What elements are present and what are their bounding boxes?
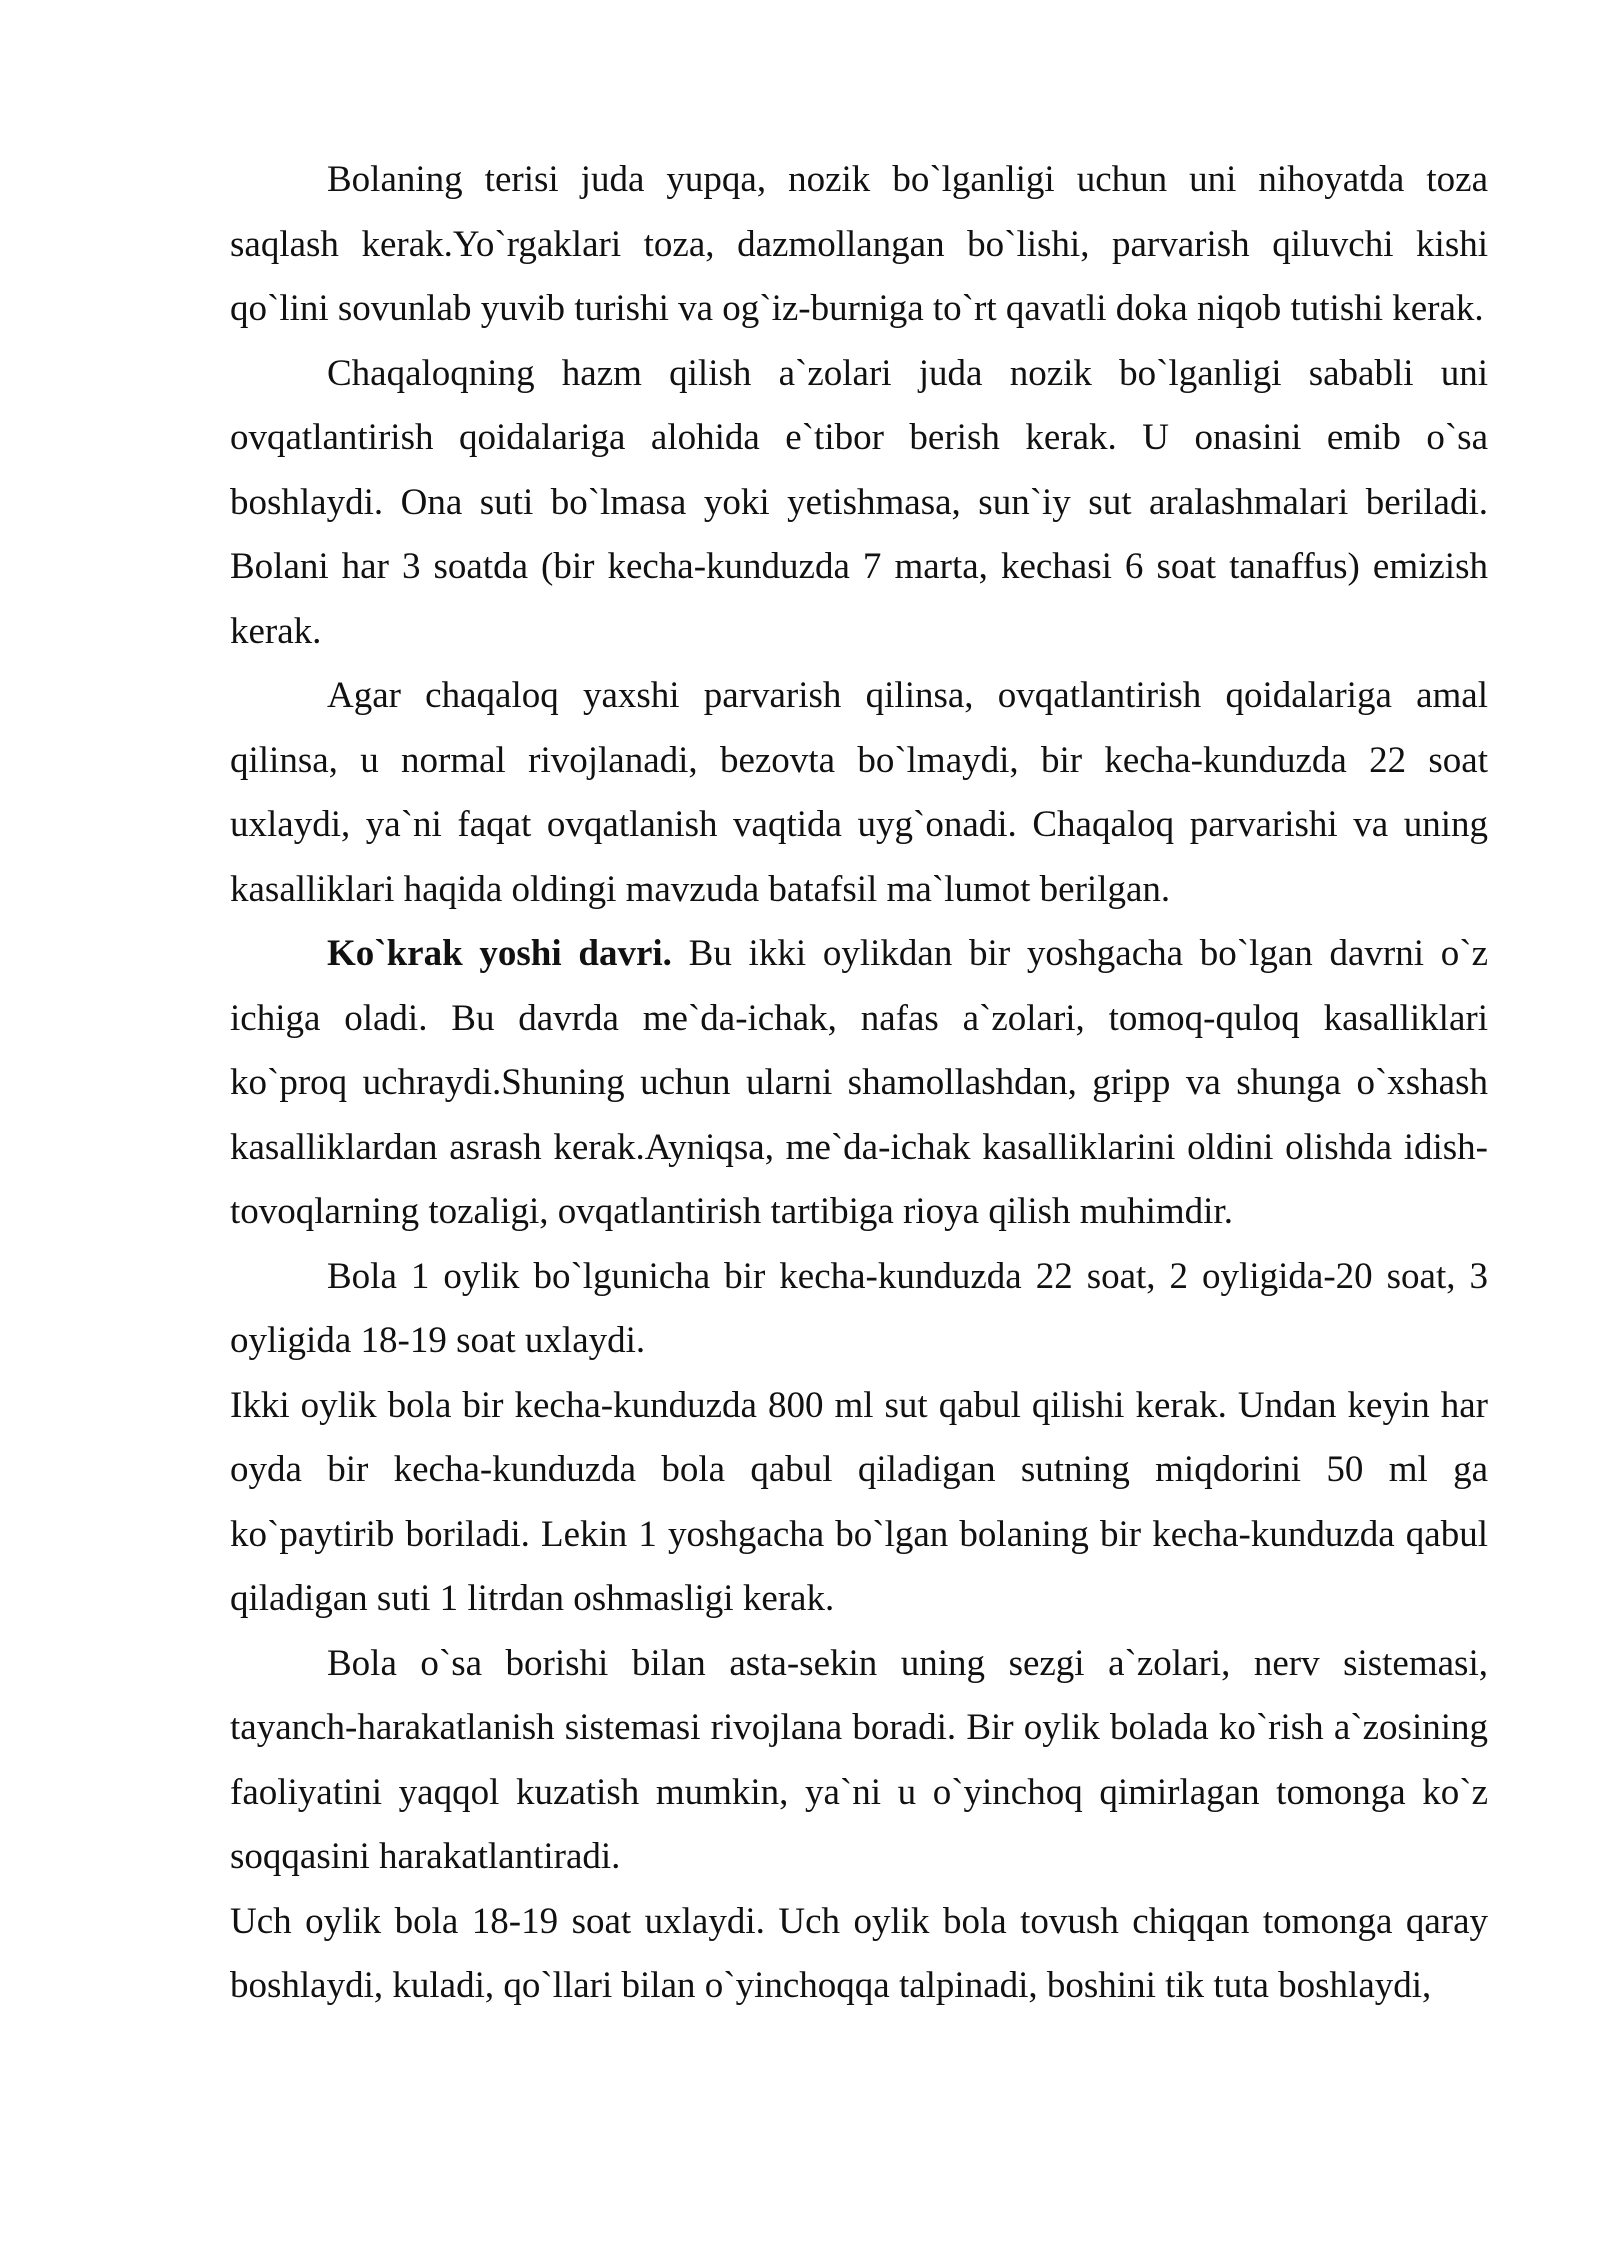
paragraph-6: [230, 1374, 1488, 1632]
paragraph-7: [230, 1632, 1488, 1890]
paragraph-1-text: Bolaning terisi juda yupqa, nozik bo`lganligi uchun uni nihoyatda toza saqlash kerak.Yo`rgaklari toza, dazmollangan bo`lishi, parvarish qiluvchi kishi qo`lini sovunlab yuvib turishi va og`iz-burniga to`rt qavatli doka niqob tutishi kerak.: [230, 159, 1488, 329]
document-page: [230, 148, 1488, 2019]
paragraph-5-text: Bola 1 oylik bo`lgunicha bir kecha-kunduzda 22 soat, 2 oyligida-20 soat, 3 oyligida 18-19 soat uxlaydi.: [230, 1255, 1488, 1361]
paragraph-5: [230, 1245, 1488, 1374]
paragraph-3: [230, 664, 1488, 922]
paragraph-1: [230, 148, 1488, 342]
paragraph-8: [230, 1890, 1488, 2019]
paragraph-8-text: Uch oylik bola 18-19 soat uxlaydi. Uch oylik bola tovush chiqqan tomonga qaray boshlaydi, kuladi, qo`llari bilan o`yinchoqqa talpinadi, boshini tik tuta boshlaydi,: [230, 1900, 1488, 2006]
paragraph-4: [230, 922, 1488, 1245]
paragraph-2: [230, 342, 1488, 665]
section-heading-inline: Ko`krak yoshi davri.: [327, 933, 672, 974]
paragraph-6-text: Ikki oylik bola bir kecha-kunduzda 800 ml sut qabul qilishi kerak. Undan keyin har oyda bir kecha-kunduzda bola qabul qiladigan sutning miqdorini 50 ml ga ko`paytirib boriladi. Lekin 1 yoshgacha bo`lgan bolaning bir kecha-kunduzda qabul qiladigan suti 1 litrdan oshmasligi kerak.: [230, 1384, 1488, 1619]
paragraph-2-text: Chaqaloqning hazm qilish a`zolari juda nozik bo`lganligi sababli uni ovqatlantirish qoidalariga alohida e`tibor berish kerak. U onasini emib o`sa boshlaydi. Ona suti bo`lmasa yoki yetishmasa, sun`iy sut aralashmalari beriladi. Bolani har 3 soatda (bir kecha-kunduzda 7 marta, kechasi 6 soat tanaffus) emizish kerak.: [230, 352, 1488, 652]
paragraph-3-text: Agar chaqaloq yaxshi parvarish qilinsa, ovqatlantirish qoidalariga amal qilinsa, u normal rivojlanadi, bezovta bo`lmaydi, bir kecha-kunduzda 22 soat uxlaydi, ya`ni faqat ovqatlanish vaqtida uyg`onadi. Chaqaloq parvarishi va uning kasalliklari haqida oldingi mavzuda batafsil ma`lumot berilgan.: [230, 675, 1488, 910]
paragraph-7-text: Bola o`sa borishi bilan asta-sekin uning sezgi a`zolari, nerv sistemasi, tayanch-harakatlanish sistemasi rivojlana boradi. Bir oylik bolada ko`rish a`zosining faoliyatini yaqqol kuzatish mumkin, ya`ni u o`yinchoq qimirlagan tomonga ko`z soqqasini harakatlantiradi.: [230, 1642, 1488, 1877]
paragraph-4-text: Bu ikki oylikdan bir yoshgacha bo`lgan davrni o`z ichiga oladi. Bu davrda me`da-ichak, nafas a`zolari, tomoq-quloq kasalliklari ko`proq uchraydi.Shuning uchun ularni shamollashdan, gripp va shunga o`xshash kasalliklardan asrash kerak.Ayniqsa, me`da-ichak kasalliklarini oldini olishda idish-tovoqlarning tozaligi, ovqatlantirish tartibiga rioya qilish muhimdir.: [230, 933, 1488, 1232]
